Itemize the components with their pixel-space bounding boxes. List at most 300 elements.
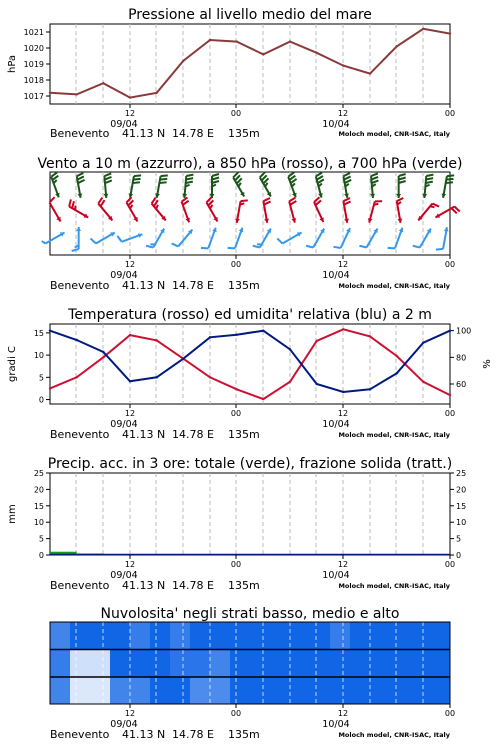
station-alt: 135m: [228, 579, 260, 592]
wind-barb-feather: [333, 247, 340, 248]
wind-barb: [152, 198, 166, 221]
wind-barb: [253, 228, 271, 247]
temperature-point: [209, 376, 211, 378]
pressure-point: [75, 93, 77, 95]
station-lon: 14.78 E: [172, 127, 214, 140]
wind-barb: [207, 197, 218, 221]
wind-barb: [333, 228, 350, 248]
cloud-cell: [310, 622, 331, 650]
cloud-cell: [370, 649, 391, 677]
station-alt: 135m: [228, 428, 260, 441]
cloud-cell: [130, 677, 151, 705]
wind-barb-feather: [316, 173, 322, 177]
cloud-cell: [50, 677, 71, 705]
cloud-cell: [430, 677, 451, 705]
cloud-cell: [390, 622, 411, 650]
wind-barb-feather: [399, 174, 406, 176]
pressure-line: [50, 29, 450, 98]
temperature-point: [369, 335, 371, 337]
wind-barb: [314, 197, 324, 222]
wind-barb-feather: [241, 200, 248, 201]
cloud-cell: [230, 677, 251, 705]
y-tick-label: 10: [33, 351, 44, 361]
pressure-point: [422, 28, 424, 30]
wind-barb-feather: [69, 199, 71, 206]
station-lon: 14.78 E: [172, 579, 214, 592]
wind-barb-feather: [212, 178, 219, 180]
wind-barb-feather: [77, 173, 84, 176]
wind-barb-feather: [133, 179, 140, 180]
cloud-cell: [170, 649, 191, 677]
cloud-cell: [230, 622, 251, 650]
wind-barb: [388, 228, 404, 249]
wind-barb-feather: [426, 175, 433, 176]
x-date-label: 10/04: [322, 119, 350, 130]
model-credit: Moloch model, CNR-ISAC, Italy: [338, 130, 450, 138]
wind-barb-feather: [72, 201, 74, 208]
x-tick-label: 00: [444, 709, 456, 718]
station-lon: 14.78 E: [172, 728, 214, 741]
temperature-point: [449, 394, 451, 396]
x-tick-label: 00: [444, 260, 456, 269]
wind-barb: [155, 175, 168, 197]
humidity-point: [262, 329, 264, 331]
wind-barb-feather: [186, 178, 193, 179]
cloud-cell: [90, 649, 111, 677]
pressure-point: [129, 96, 131, 98]
x-tick-label: 12: [124, 709, 136, 718]
wind-barb-feather: [289, 198, 295, 202]
wind-barb-feather: [359, 246, 366, 248]
cloud-cell: [130, 649, 151, 677]
cloud-cell: [150, 649, 171, 677]
humidity-point: [449, 329, 451, 331]
wind-barb: [368, 201, 382, 222]
x-date-label: 10/04: [322, 570, 350, 581]
y-tick-label-right: 60: [456, 380, 467, 389]
cloud-cell: [110, 677, 131, 705]
wind-barb-feather: [426, 178, 433, 179]
wind-barb-head: [104, 194, 109, 198]
wind-xaxis: [50, 255, 455, 292]
cloud-cell: [290, 649, 311, 677]
cloud-cells: [50, 622, 451, 705]
cloud-xaxis: [50, 704, 455, 741]
pressure-point: [342, 64, 344, 66]
x-tick-label: 12: [337, 109, 349, 118]
precip-panel: [7, 456, 466, 592]
cloud-cell: [170, 677, 191, 705]
station-alt: 135m: [228, 279, 260, 292]
cloud-cell: [290, 622, 311, 650]
cloud-cell: [250, 622, 271, 650]
model-credit: Moloch model, CNR-ISAC, Italy: [338, 582, 450, 590]
humidity-point: [129, 380, 131, 382]
wind-barb-feather: [78, 180, 85, 183]
x-tick-label: 00: [444, 409, 456, 418]
wind-barb-feather: [152, 198, 156, 204]
humidity-point: [235, 333, 237, 335]
humidity-point: [422, 341, 424, 343]
wind-barb-feather: [374, 204, 378, 205]
wind-barb: [50, 197, 61, 221]
pressure-point: [155, 92, 157, 94]
wind-barb-feather: [77, 176, 84, 179]
pressure-point: [395, 45, 397, 47]
wind-barb: [359, 228, 377, 247]
wind-barb-feather: [388, 248, 395, 249]
wind-barb: [98, 198, 112, 221]
temperature-line: [50, 329, 450, 399]
precip-yticks-right: [450, 469, 466, 560]
x-tick-label: 12: [337, 409, 349, 418]
cloud-cell: [210, 649, 231, 677]
y-tick-label: 5: [38, 534, 44, 544]
temperature-point: [262, 398, 264, 400]
cloud-cell: [350, 622, 371, 650]
cloud-cell: [270, 649, 291, 677]
x-date-label: 09/04: [110, 719, 138, 730]
x-date-label: 09/04: [110, 419, 138, 430]
x-date-label: 10/04: [322, 419, 350, 430]
y-tick-label: 1019: [23, 60, 44, 69]
wind-barb: [69, 199, 88, 217]
cloud-cell: [90, 677, 111, 705]
cloud-panel: [50, 606, 455, 741]
y-tick-label-right: 15: [456, 501, 467, 511]
pressure-title: Pressione al livello medio del mare: [128, 7, 372, 23]
wind-barb-feather: [397, 198, 404, 201]
wind-barb: [235, 200, 248, 222]
pressure-yticks: [24, 28, 50, 101]
wind-barb-feather: [436, 249, 443, 250]
x-tick-label: 12: [337, 709, 349, 718]
wind-barb: [77, 173, 85, 198]
station-name: Benevento: [50, 728, 110, 741]
wind-barb-feather: [212, 174, 219, 176]
wind-title: Vento a 10 m (azzurro), a 850 hPa (rosso), a 700 hPa (verde): [37, 156, 463, 172]
y-tick-label: 5: [38, 373, 44, 383]
station-lat: 41.13 N: [122, 279, 166, 292]
wind-barb-feather: [104, 173, 111, 176]
wind-barb-feather: [98, 198, 102, 204]
temperature-point: [129, 334, 131, 336]
cloud-cell: [410, 622, 431, 650]
wind-barb-feather: [292, 183, 295, 186]
wind-barb: [288, 172, 296, 197]
humidity-ylabel: %: [482, 359, 493, 369]
y-tick-label: 25: [33, 469, 44, 478]
wind-barb: [397, 198, 404, 223]
pressure-frame: [50, 24, 450, 104]
cloud-cell: [410, 649, 431, 677]
temperature-point: [289, 381, 291, 383]
pressure-ylabel: hPa: [7, 54, 18, 74]
wind-barb: [42, 232, 65, 243]
wind-barb-feather: [343, 198, 350, 201]
y-tick-label-right: 0: [456, 551, 462, 560]
wind-barb-feather: [399, 181, 406, 183]
wind-barb-feather: [430, 206, 434, 207]
precip-title: Precip. acc. in 3 ore: totale (verde), frazione solida (tratt.): [47, 456, 453, 472]
cloud-cell: [330, 622, 351, 650]
cloud-cell: [410, 677, 431, 705]
humidity-yticks-right: [450, 327, 471, 389]
y-tick-label: 20: [33, 485, 44, 495]
cloud-cell: [390, 649, 411, 677]
cloud-cell: [250, 677, 271, 705]
wind-barb-feather: [319, 184, 322, 187]
pressure-point: [369, 72, 371, 74]
cloud-cell: [350, 677, 371, 705]
wind-barb-feather: [161, 175, 168, 176]
station-name: Benevento: [50, 428, 110, 441]
wind-barb: [343, 173, 351, 198]
wind-barb-feather: [345, 180, 352, 183]
x-tick-label: 00: [230, 709, 242, 718]
precip-frame: [50, 473, 450, 555]
cloud-title: Nuvolosita' negli strati basso, medio e alto: [100, 606, 400, 622]
wind-barb-feather: [426, 182, 433, 183]
wind-barb: [441, 175, 454, 197]
humidity-point: [75, 339, 77, 341]
temperature-point: [75, 376, 77, 378]
y-tick-label: 1021: [23, 28, 44, 37]
x-tick-label: 12: [337, 560, 349, 569]
cloud-cell: [70, 649, 91, 677]
wind-barb: [263, 198, 270, 223]
cloud-cell: [190, 677, 211, 705]
cloud-cell: [370, 622, 391, 650]
x-date-label: 09/04: [110, 119, 138, 130]
x-tick-label: 12: [124, 560, 136, 569]
wind-barb-feather: [240, 203, 244, 204]
y-tick-label-right: 20: [456, 485, 467, 495]
temperature-point: [155, 339, 157, 341]
wind-barb: [210, 174, 219, 198]
x-date-label: 09/04: [110, 570, 138, 581]
wind-barb: [51, 172, 59, 197]
y-tick-label: 1018: [23, 76, 44, 85]
pressure-point: [315, 52, 317, 54]
wind-barb-feather: [343, 173, 350, 176]
humidity-point: [342, 391, 344, 393]
wind-barb-feather: [146, 246, 153, 248]
wind-barb: [306, 228, 324, 247]
wind-barb-feather: [344, 176, 351, 179]
temperature-xaxis: [50, 404, 455, 441]
model-credit: Moloch model, CNR-ISAC, Italy: [338, 282, 450, 290]
wind-barb-feather: [399, 178, 406, 180]
wind-barb: [370, 173, 378, 198]
y-tick-label: 10: [33, 518, 44, 528]
cloud-cell: [430, 649, 451, 677]
wind-barb-head: [396, 194, 401, 198]
cloud-cell: [50, 622, 71, 650]
wind-barb: [343, 198, 350, 223]
pressure-point: [102, 82, 104, 84]
wind-barb-head: [76, 227, 81, 231]
wind-barb-feather: [133, 182, 140, 183]
pressure-point: [209, 39, 211, 41]
x-date-label: 10/04: [322, 719, 350, 730]
y-tick-label: 0: [38, 551, 44, 560]
x-date-label: 09/04: [110, 270, 138, 281]
humidity-point: [49, 329, 51, 331]
temperature-point: [422, 381, 424, 383]
precip-grid: [76, 473, 423, 555]
wind-barb-feather: [105, 177, 112, 180]
wind-barb-feather: [290, 201, 296, 205]
cloud-cell: [190, 622, 211, 650]
x-tick-label: 12: [124, 409, 136, 418]
cloud-cell: [210, 677, 231, 705]
cloud-cell: [70, 622, 91, 650]
station-lat: 41.13 N: [122, 428, 166, 441]
wind-barb-feather: [72, 249, 79, 251]
x-tick-label: 00: [444, 560, 456, 569]
station-lat: 41.13 N: [122, 127, 166, 140]
y-tick-label: 1017: [23, 92, 44, 101]
pressure-points: [49, 28, 451, 99]
wind-barb: [422, 175, 433, 198]
wind-barb-feather: [210, 205, 212, 209]
cloud-cell: [370, 677, 391, 705]
cloud-cell: [150, 677, 171, 705]
wind-barb-feather: [156, 205, 158, 209]
pressure-point: [449, 32, 451, 34]
wind-barb-feather: [263, 198, 270, 201]
wind-barb-feather: [186, 182, 193, 183]
precip-xaxis: [50, 555, 455, 592]
model-credit: Moloch model, CNR-ISAC, Italy: [338, 731, 450, 739]
station-lon: 14.78 E: [172, 279, 214, 292]
station-name: Benevento: [50, 579, 110, 592]
wind-barb: [146, 228, 164, 247]
y-tick-label-right: 100: [456, 326, 472, 336]
cloud-cell: [330, 649, 351, 677]
y-tick-label: 1020: [23, 44, 44, 53]
wind-barb-feather: [228, 248, 235, 249]
y-tick-label-right: 5: [456, 534, 462, 544]
wind-barb-feather: [172, 243, 179, 246]
wind-barb-feather: [117, 236, 121, 242]
wind-barb-feather: [265, 183, 267, 187]
pressure-point: [235, 40, 237, 42]
humidity-point: [315, 383, 317, 385]
wind-panel: [37, 156, 462, 292]
wind-barb-feather: [344, 201, 351, 204]
wind-barb-feather: [371, 177, 378, 180]
wind-barb-feather: [277, 238, 282, 243]
pressure-point: [49, 92, 51, 94]
wind-barb-feather: [317, 176, 323, 180]
model-credit: Moloch model, CNR-ISAC, Italy: [338, 431, 450, 439]
station-lat: 41.13 N: [122, 728, 166, 741]
temperature-point: [102, 356, 104, 358]
cloud-cell: [190, 649, 211, 677]
temperature-point: [395, 355, 397, 357]
pressure-point: [289, 40, 291, 42]
pressure-panel: [7, 7, 455, 140]
wind-barb-feather: [42, 241, 46, 243]
wind-barb-feather: [91, 238, 96, 243]
cloud-cell: [110, 649, 131, 677]
temperature-panel: [7, 307, 493, 441]
wind-barb: [104, 173, 112, 198]
temperature-point: [49, 387, 51, 389]
cloud-cell: [310, 677, 331, 705]
wind-barb-feather: [413, 246, 420, 248]
wind-barb: [201, 228, 217, 249]
y-tick-label-right: 10: [456, 518, 467, 528]
wind-barb-feather: [306, 246, 313, 248]
wind-barb-feather: [201, 248, 208, 249]
station-lon: 14.78 E: [172, 428, 214, 441]
wind-barb: [182, 175, 193, 198]
y-tick-label: 15: [33, 501, 44, 511]
temperature-frame: [50, 324, 450, 404]
wind-barb: [172, 230, 193, 247]
x-tick-label: 00: [230, 260, 242, 269]
humidity-point: [155, 376, 157, 378]
cloud-cell: [210, 622, 231, 650]
cloud-cell: [130, 622, 151, 650]
wind-barb-feather: [371, 173, 378, 176]
wind-barb-feather: [54, 180, 57, 183]
cloud-cell: [230, 649, 251, 677]
precip-yticks-left: [34, 469, 50, 560]
temperature-point: [315, 340, 317, 342]
cloud-cell: [150, 622, 171, 650]
cloud-cell: [310, 649, 331, 677]
wind-barb-feather: [447, 175, 454, 176]
wind-barb: [228, 228, 244, 249]
cloud-cell: [110, 622, 131, 650]
cloud-cell: [70, 677, 91, 705]
humidity-point: [102, 351, 104, 353]
wind-barb: [127, 197, 138, 221]
wind-barb: [396, 174, 405, 198]
pressure-point: [262, 53, 264, 55]
station-alt: 135m: [228, 127, 260, 140]
wind-barb: [413, 228, 431, 247]
station-name: Benevento: [50, 127, 110, 140]
cloud-cell: [270, 677, 291, 705]
wind-barb-feather: [159, 182, 166, 183]
y-tick-label-right: 80: [456, 353, 467, 363]
wind-barb-feather: [130, 205, 132, 209]
wind-barb-feather: [238, 183, 240, 187]
temperature-ylabel: gradi C: [7, 346, 18, 382]
cloud-cell: [250, 649, 271, 677]
cloud-cell: [170, 622, 191, 650]
humidity-point: [209, 336, 211, 338]
humidity-point: [369, 388, 371, 390]
pressure-point: [182, 60, 184, 62]
x-tick-label: 00: [230, 409, 242, 418]
y-tick-label: 0: [38, 395, 44, 405]
precip-bars: [50, 552, 450, 555]
wind-barb-feather: [372, 180, 379, 183]
x-tick-label: 00: [230, 109, 242, 118]
wind-frame: [50, 172, 450, 255]
cloud-cell: [270, 622, 291, 650]
wind-barb-feather: [134, 175, 141, 176]
wind-barbs: [42, 172, 460, 251]
wind-barb: [277, 232, 301, 243]
cloud-cell: [390, 677, 411, 705]
